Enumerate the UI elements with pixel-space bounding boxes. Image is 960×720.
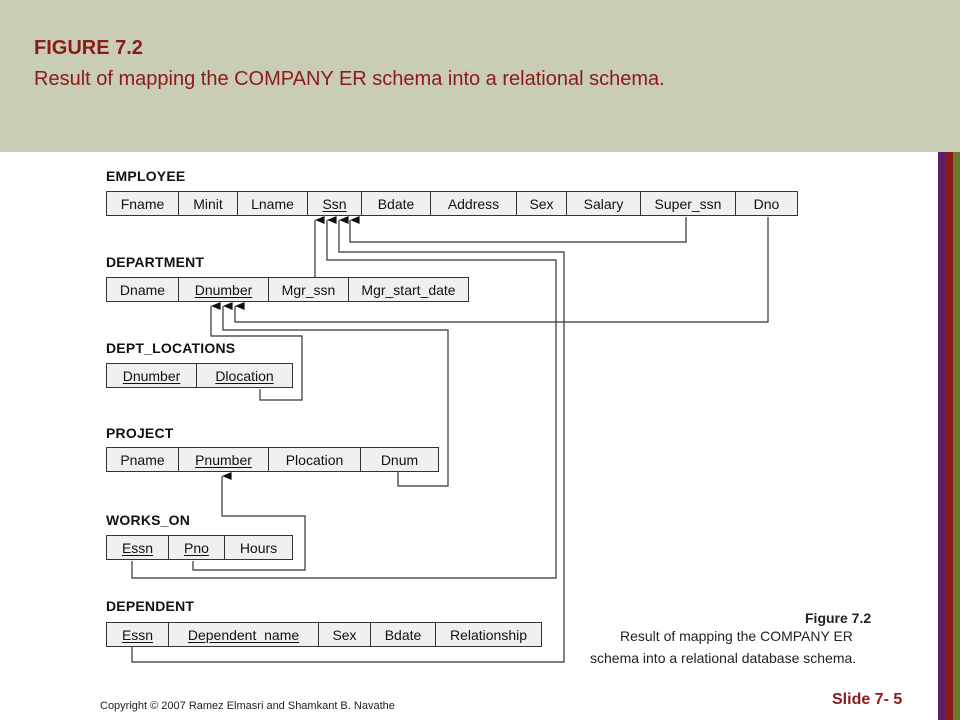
fk-dependent-essn-to-ssn <box>132 220 564 662</box>
fk-pno-to-pnumber <box>193 476 305 570</box>
dependent-relationship: Relationship <box>435 622 542 647</box>
project-dnum: Dnum <box>360 447 439 472</box>
department-title: DEPARTMENT <box>106 254 205 270</box>
fk-works-on-essn-to-ssn <box>132 220 556 578</box>
fk-super-ssn-to-ssn <box>350 217 686 242</box>
caption-title: Figure 7.2 <box>805 610 872 626</box>
project-plocation: Plocation <box>268 447 361 472</box>
works-on-essn: Essn <box>106 535 169 560</box>
project-pnumber: Pnumber <box>178 447 269 472</box>
employee-fname: Fname <box>106 191 179 216</box>
dependent-bdate: Bdate <box>370 622 436 647</box>
project-title: PROJECT <box>106 425 174 441</box>
caption-line-1: Result of mapping the COMPANY ER <box>620 628 853 644</box>
employee-super-ssn: Super_ssn <box>640 191 736 216</box>
employee-salary: Salary <box>566 191 641 216</box>
dependent-dependent-name: Dependent_name <box>168 622 319 647</box>
copyright-notice: Copyright © 2007 Ramez Elmasri and Shamkant B. Navathe <box>100 700 395 712</box>
dept-locations-dnumber: Dnumber <box>106 363 197 388</box>
employee-lname: Lname <box>237 191 308 216</box>
employee-ssn: Ssn <box>307 191 362 216</box>
employee-dno: Dno <box>735 191 798 216</box>
employee-address: Address <box>430 191 517 216</box>
department-mgr-ssn: Mgr_ssn <box>268 277 349 302</box>
employee-minit: Minit <box>178 191 238 216</box>
employee-sex: Sex <box>516 191 567 216</box>
employee-title: EMPLOYEE <box>106 168 186 184</box>
fk-dept-locations-dnumber-to-dnumber <box>211 306 302 400</box>
dept-locations-title: DEPT_LOCATIONS <box>106 340 236 356</box>
figure-number: FIGURE 7.2 <box>34 37 143 59</box>
department-dname: Dname <box>106 277 179 302</box>
dependent-title: DEPENDENT <box>106 598 195 614</box>
works-on-hours: Hours <box>224 535 293 560</box>
works-on-pno: Pno <box>168 535 225 560</box>
caption-line-2: schema into a relational database schema. <box>590 650 857 666</box>
employee-bdate: Bdate <box>361 191 431 216</box>
figure-title: Result of mapping the COMPANY ER schema into a relational schema. <box>34 68 665 90</box>
department-mgr-start-date: Mgr_start_date <box>348 277 469 302</box>
fk-dnum-to-dnumber <box>223 306 448 486</box>
dependent-essn: Essn <box>106 622 169 647</box>
works-on-title: WORKS_ON <box>106 512 191 528</box>
department-dnumber: Dnumber <box>178 277 269 302</box>
dependent-sex: Sex <box>318 622 371 647</box>
slide-number: Slide 7- 5 <box>832 691 903 708</box>
dept-locations-dlocation: Dlocation <box>196 363 293 388</box>
project-pname: Pname <box>106 447 179 472</box>
